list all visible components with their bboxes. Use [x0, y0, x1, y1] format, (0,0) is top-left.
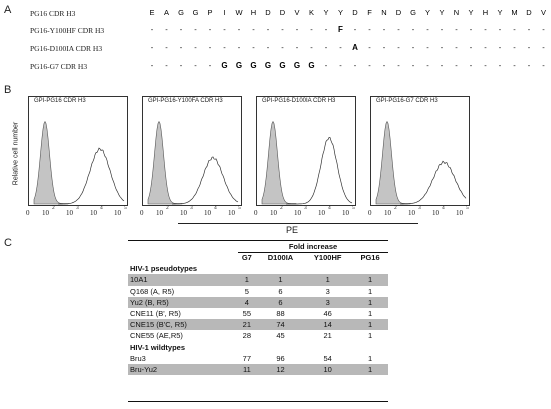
sequence-residue: D — [526, 8, 532, 17]
sequence-residue: - — [440, 61, 444, 70]
sequence-residue: - — [527, 43, 531, 52]
row-label: HIV-1 pseudotypes — [130, 264, 198, 274]
sequence-residue: - — [455, 43, 458, 52]
fold-value: 1 — [367, 286, 373, 296]
row-label: CNE55 (AE,R5) — [130, 331, 183, 341]
sequence-residue: - — [498, 25, 502, 34]
sequence-residue: D — [279, 8, 286, 17]
histogram-tick-exponent: 3 — [76, 205, 79, 211]
fold-value — [303, 342, 352, 353]
row-label: Bru3 — [130, 353, 146, 363]
histogram-plot — [28, 96, 128, 206]
sequence-residue: - — [281, 43, 284, 52]
sequence-residue: F — [338, 25, 343, 34]
table-header-row — [128, 252, 388, 263]
row-label: Bru-Yu2 — [128, 364, 236, 375]
sequence-residue: - — [527, 61, 531, 70]
sequence-residue: W — [235, 8, 243, 17]
histogram-tick-exponent: 5 — [238, 205, 241, 211]
fold-value: 4 — [236, 297, 258, 308]
sequence-row-label: PG16 CDR H3 — [30, 9, 76, 18]
sequence-residue: - — [542, 61, 545, 70]
histogram-tick-label: 10 — [318, 209, 325, 217]
sequence-residue: G — [410, 8, 416, 17]
sequence-residue: G — [308, 61, 315, 70]
fold-value: 11 — [236, 364, 258, 375]
fold-value: 3 — [325, 286, 330, 296]
row-label: 10A1 — [128, 274, 236, 285]
fold-value — [352, 263, 388, 274]
sequence-residue: - — [411, 43, 415, 52]
column-header: Y100HF — [313, 253, 342, 262]
sequence-residue: - — [194, 25, 197, 34]
sequence-residue: G — [250, 61, 257, 70]
histogram-tick-label: 10 — [294, 209, 301, 217]
histogram-tick-exponent: 5 — [352, 205, 355, 211]
histogram-title: GPI-PG16-Y100FA CDR H3 — [148, 98, 223, 104]
histogram-tick-label: 10 — [228, 209, 235, 217]
sequence-residue: - — [484, 61, 487, 70]
sequence-residue: G — [178, 8, 184, 17]
sequence-residue: - — [339, 43, 342, 52]
sequence-residue: - — [368, 25, 371, 34]
sample-peak — [286, 138, 352, 205]
fold-value: 1 — [352, 364, 388, 375]
control-peak — [34, 122, 68, 205]
sequence-residue: - — [484, 25, 487, 34]
sequence-residue: F — [367, 8, 372, 17]
sequence-residue: - — [498, 61, 502, 70]
histogram-tick-label: 10 — [384, 209, 391, 217]
histogram-tick-label: 10 — [114, 209, 121, 217]
panel-label-b: B — [4, 84, 12, 96]
histogram-tick-label: 0 — [140, 209, 144, 217]
column-header: D100IA — [267, 253, 294, 262]
sequence-residue: - — [542, 25, 545, 34]
panel-label-c: C — [4, 237, 12, 249]
sequence-residue: G — [264, 61, 272, 70]
row-label: CNE11 (B', R5) — [130, 309, 181, 319]
sequence-residue: - — [179, 61, 183, 70]
fold-increase-table — [128, 252, 388, 375]
histogram-tick-exponent: 4 — [100, 205, 103, 211]
sequence-residue: Y — [424, 8, 430, 17]
sequence-residue: - — [237, 25, 241, 34]
sequence-residue: Y — [497, 8, 503, 17]
sequence-residue: M — [511, 8, 518, 17]
sequence-residue: V — [294, 8, 300, 17]
table-row — [128, 274, 388, 285]
histogram-tick-exponent: 4 — [442, 205, 445, 211]
sequence-residue: - — [397, 43, 400, 52]
row-label: Q168 (A, R5) — [130, 286, 175, 296]
sequence-residue: - — [310, 43, 313, 52]
sequence-residue: Y — [468, 8, 474, 17]
fold-value: 88 — [276, 309, 285, 319]
fold-value — [258, 342, 304, 353]
fold-value: 10 — [303, 364, 352, 375]
fold-value: 1 — [352, 297, 388, 308]
sequence-residue: - — [324, 25, 328, 34]
table-row — [128, 342, 388, 353]
histogram-tick-exponent: 3 — [190, 205, 193, 211]
sequence-residue: - — [469, 61, 473, 70]
sequence-residue: - — [455, 61, 458, 70]
sequence-residue: - — [513, 43, 516, 52]
fold-value: 1 — [367, 309, 373, 319]
histogram-tick-exponent: 2 — [52, 205, 55, 211]
histogram-tick-label: 0 — [26, 209, 30, 217]
sequence-residue: P — [207, 8, 213, 17]
sequence-residue: - — [426, 61, 429, 70]
fold-value: 45 — [276, 331, 285, 341]
histogram-tick-label: 10 — [204, 209, 211, 217]
sequence-residue: - — [295, 43, 299, 52]
sequence-row-label: PG16-D100IA CDR H3 — [30, 44, 103, 53]
sequence-residue: - — [252, 25, 255, 34]
histogram-plot — [256, 96, 356, 206]
fold-value: 1 — [303, 274, 352, 285]
pe-axis-bracket — [178, 223, 418, 224]
sequence-residue: - — [310, 25, 313, 34]
sequence-residue: - — [252, 43, 255, 52]
histogram-tick-exponent: 3 — [304, 205, 307, 211]
fold-value: 1 — [352, 319, 388, 330]
sequence-residue: - — [165, 25, 168, 34]
sequence-residue: G — [293, 61, 301, 70]
fold-value: 21 — [323, 331, 332, 341]
fold-value: 14 — [303, 319, 352, 330]
pe-axis-label: PE — [286, 225, 299, 235]
histogram-tick-label: 10 — [270, 209, 277, 217]
sequence-residue: - — [223, 43, 226, 52]
table-row — [128, 319, 388, 330]
sequence-residue: A — [352, 43, 358, 52]
sequence-residue: N — [453, 8, 460, 17]
sequence-residue: - — [208, 43, 212, 52]
sequence-residue: - — [324, 61, 328, 70]
sequence-residue: Y — [439, 8, 445, 17]
sequence-residue: - — [498, 43, 502, 52]
sequence-residue: D — [265, 8, 271, 17]
fold-value: 3 — [303, 297, 352, 308]
control-peak — [262, 122, 296, 205]
sequence-row-label: PG16-Y100HF CDR H3 — [30, 26, 105, 35]
histogram-tick-label: 10 — [90, 209, 97, 217]
sequence-residue: - — [513, 61, 516, 70]
fold-value: 28 — [242, 331, 252, 341]
histogram-title: GPI-PG16 CDR H3 — [34, 98, 86, 104]
sequence-residue: - — [353, 25, 357, 34]
sequence-residue: - — [382, 25, 386, 34]
fold-value: 96 — [276, 353, 285, 363]
histogram-tick-label: 10 — [42, 209, 49, 217]
sequence-residue: G — [192, 8, 199, 17]
table-bottom-rule — [128, 401, 388, 402]
sequence-residue: Y — [337, 8, 343, 17]
fold-value — [236, 263, 258, 274]
histogram-tick-label: 10 — [180, 209, 187, 217]
group-header-rule — [238, 252, 388, 253]
fold-value: 21 — [236, 319, 258, 330]
sequence-residue: I — [223, 8, 226, 17]
panel-label-a: A — [4, 4, 12, 16]
table-row — [128, 330, 388, 341]
fold-value: 12 — [258, 364, 304, 375]
sequence-residue: - — [484, 43, 487, 52]
sequence-residue: - — [455, 25, 458, 34]
fold-value: 1 — [258, 274, 304, 285]
fold-value: 54 — [323, 353, 332, 363]
histogram-tick-exponent: 4 — [214, 205, 217, 211]
fold-value: 55 — [242, 309, 252, 319]
sequence-residue: - — [179, 25, 183, 34]
fold-increase-header: Fold increase — [288, 242, 338, 251]
sequence-residue: G — [235, 61, 243, 70]
sequence-residue: - — [426, 25, 429, 34]
histogram-tick-label: 10 — [342, 209, 349, 217]
sequence-residue: - — [179, 43, 183, 52]
sequence-residue: - — [411, 61, 415, 70]
fold-value: 1 — [367, 331, 373, 341]
sequence-residue: - — [165, 61, 168, 70]
sequence-residue: G — [221, 61, 228, 70]
table-row — [128, 263, 388, 274]
histogram-tick-label: 10 — [408, 209, 415, 217]
sequence-residue: - — [223, 25, 226, 34]
sequence-residue: - — [440, 25, 444, 34]
column-header — [128, 252, 236, 263]
sequence-residue: H — [482, 8, 489, 17]
histogram-title: GPI-PG16-D100IA CDR H3 — [262, 98, 336, 104]
table-row — [128, 308, 388, 319]
sequence-residue: A — [163, 8, 169, 17]
sequence-residue: - — [150, 43, 154, 52]
table-row — [128, 297, 388, 308]
sequence-residue: - — [237, 43, 241, 52]
sequence-residue: - — [527, 25, 531, 34]
sequence-residue: - — [353, 61, 357, 70]
fold-value — [236, 342, 258, 353]
sequence-residue: - — [382, 43, 386, 52]
sequence-residue: - — [513, 25, 516, 34]
sequence-residue: - — [382, 61, 386, 70]
histogram-tick-exponent: 2 — [166, 205, 169, 211]
sequence-residue: D — [395, 8, 402, 17]
histogram-tick-exponent: 2 — [280, 205, 283, 211]
sequence-residue: Y — [323, 8, 329, 17]
sample-peak — [58, 148, 124, 204]
sequence-residue: E — [149, 8, 155, 17]
sequence-residue: - — [194, 61, 197, 70]
sequence-residue: - — [266, 43, 270, 52]
fold-value — [303, 263, 352, 274]
sequence-residue: - — [266, 25, 270, 34]
histogram-tick-exponent: 4 — [328, 205, 331, 211]
sequence-residue: - — [397, 61, 400, 70]
sequence-residue: - — [469, 43, 473, 52]
column-header: G7 — [241, 253, 252, 262]
sequence-residue: - — [194, 43, 197, 52]
sequence-residue: D — [352, 8, 358, 17]
sequence-residue: - — [397, 25, 400, 34]
fold-value: 74 — [258, 319, 304, 330]
histogram-tick-exponent: 3 — [418, 205, 421, 211]
row-label: CNE15 (B'C, R5) — [128, 319, 236, 330]
sequence-residue: - — [440, 43, 444, 52]
sequence-residue: V — [540, 8, 546, 17]
sequence-row-label: PG16-G7 CDR H3 — [30, 62, 88, 71]
table-top-rule — [128, 240, 388, 241]
sample-peak — [400, 161, 466, 204]
histogram-plot — [370, 96, 470, 206]
fold-value — [352, 342, 388, 353]
row-label: HIV-1 wildtypes — [130, 342, 186, 352]
fold-value: 6 — [278, 286, 283, 296]
histogram-ylabel: Relative cell number — [12, 121, 20, 186]
sequence-residue: - — [426, 43, 429, 52]
sequence-residue: - — [165, 43, 168, 52]
column-header: PG16 — [360, 253, 380, 262]
fold-value: 77 — [242, 353, 252, 363]
control-peak — [148, 122, 182, 205]
sequence-residue: - — [542, 43, 545, 52]
table-row — [128, 353, 388, 364]
table-row — [128, 364, 388, 375]
fold-value: 6 — [258, 297, 304, 308]
sequence-residue: - — [339, 61, 342, 70]
fold-value: 46 — [323, 309, 332, 319]
sample-peak — [172, 157, 238, 204]
sequence-residue: - — [368, 61, 371, 70]
fold-value — [258, 263, 304, 274]
sequence-residue: G — [279, 61, 286, 70]
histogram-tick-exponent: 5 — [124, 205, 127, 211]
histogram-tick-label: 10 — [432, 209, 439, 217]
fold-value: 1 — [352, 274, 388, 285]
histogram-title: GPI-PG16-G7 CDR H3 — [376, 98, 438, 104]
sequence-residue: - — [411, 25, 415, 34]
sequence-residue: - — [150, 25, 154, 34]
sequence-residue: K — [308, 8, 314, 17]
histogram-tick-label: 10 — [66, 209, 73, 217]
fold-value: 1 — [367, 353, 373, 363]
histogram-tick-label: 0 — [368, 209, 372, 217]
histogram-tick-label: 10 — [156, 209, 163, 217]
histogram-tick-label: 10 — [456, 209, 463, 217]
control-peak — [376, 122, 410, 205]
histogram-tick-exponent: 5 — [466, 205, 469, 211]
sequence-residue: - — [208, 61, 212, 70]
sequence-residue: N — [381, 8, 387, 17]
histogram-plot — [142, 96, 242, 206]
sequence-residue: - — [281, 25, 284, 34]
sequence-residue: - — [368, 43, 371, 52]
sequence-residue: - — [469, 25, 473, 34]
table-row — [128, 286, 388, 297]
histogram-tick-exponent: 2 — [394, 205, 397, 211]
fold-value: 1 — [236, 274, 258, 285]
sequence-residue: H — [250, 8, 257, 17]
fold-value: 5 — [244, 286, 249, 296]
sequence-residue: - — [295, 25, 299, 34]
sequence-residue: - — [150, 61, 154, 70]
row-label: Yu2 (B, R5) — [128, 297, 236, 308]
histogram-ylabel-wrap — [6, 100, 20, 210]
sequence-residue: - — [208, 25, 212, 34]
sequence-residue: - — [324, 43, 328, 52]
histogram-tick-label: 0 — [254, 209, 258, 217]
